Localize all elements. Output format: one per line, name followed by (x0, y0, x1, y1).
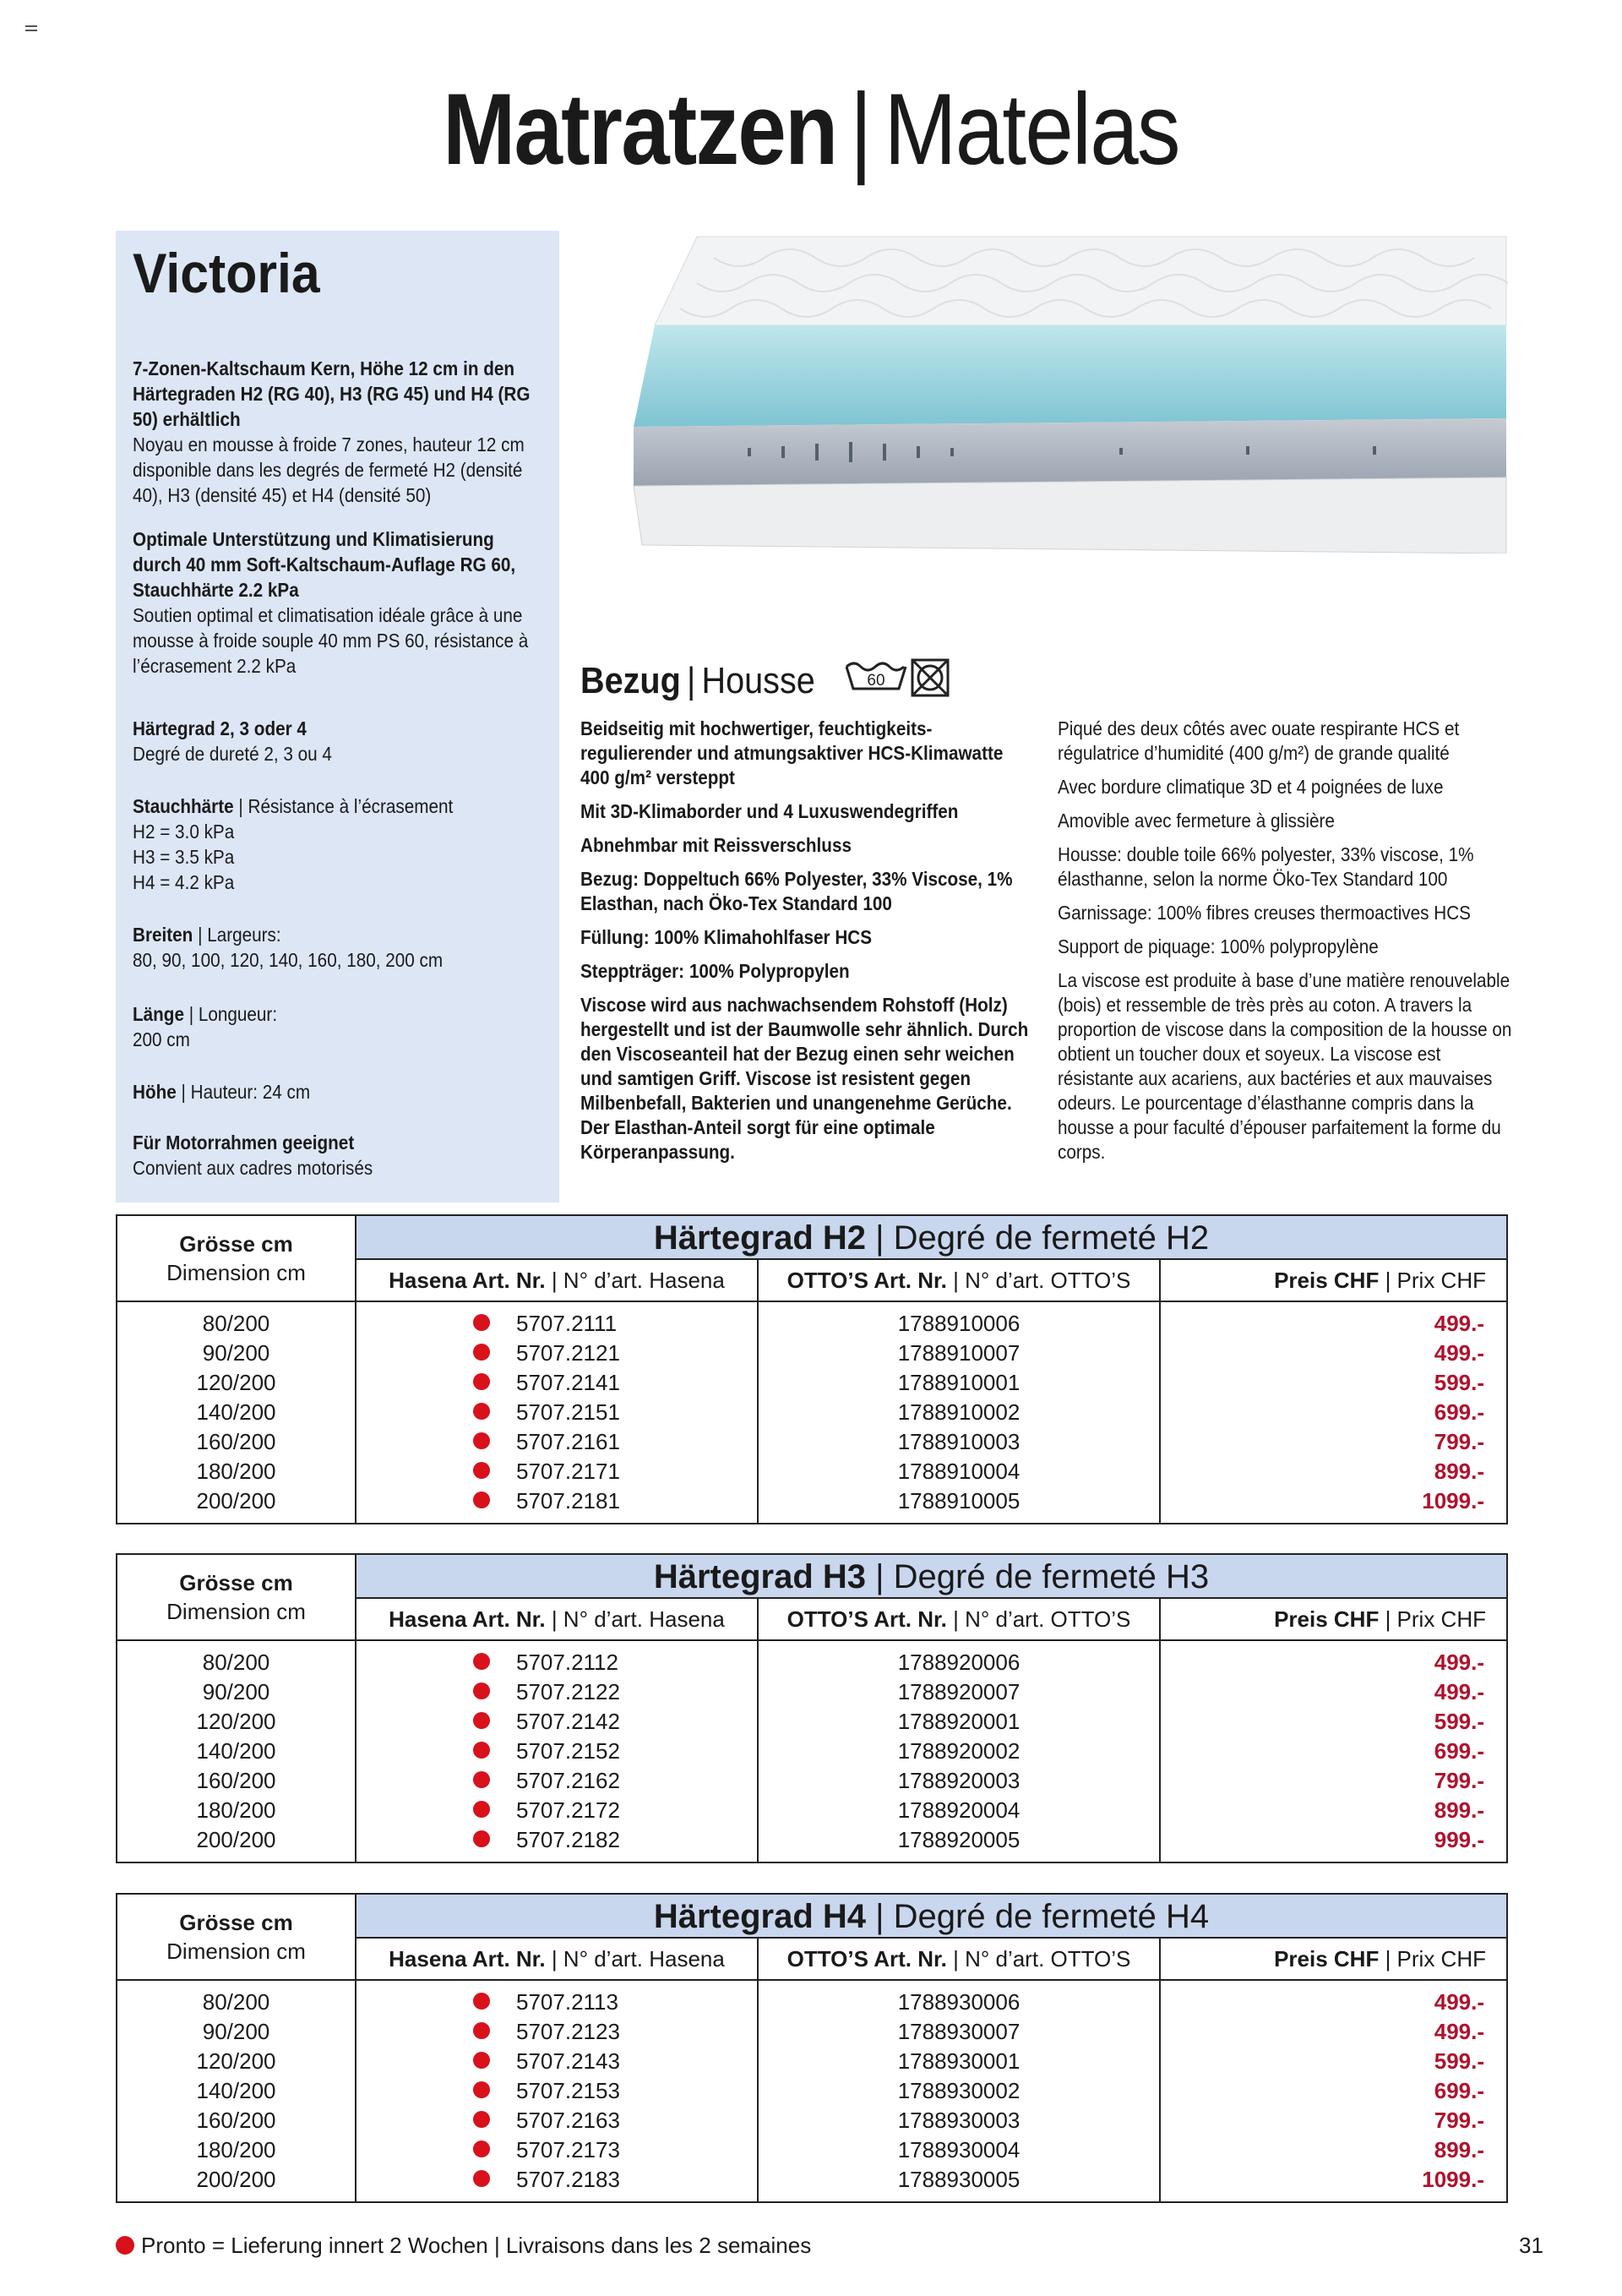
otto-cell: 1788920002 (897, 1738, 1021, 1764)
hasena-col-header: Hasena Art. Nr. | N° d’art. Hasena (357, 1260, 759, 1301)
pronto-dot-icon (473, 1682, 490, 1699)
otto-cell: 1788920001 (897, 1709, 1021, 1734)
hasena-cell: 5707.2113 (357, 1988, 757, 2017)
size-cell: 80/200 (202, 1311, 270, 1336)
price-table-h4 (116, 1893, 1508, 2203)
price-cell: 699.- (1434, 1399, 1484, 1425)
info-compression: Stauchhärte | Résistance à l’écrasement H2 = 3.0 kPa H3 = 3.5 kPa H4 = 4.2 kPa (133, 795, 454, 893)
size-cell: 180/200 (196, 1459, 276, 1484)
hasena-cell: 5707.2122 (357, 1677, 757, 1707)
pronto-dot-icon (473, 1771, 490, 1788)
price-cell: 499.- (1434, 1340, 1484, 1366)
pronto-dot-icon (473, 1314, 490, 1331)
otto-cell: 1788910002 (897, 1399, 1021, 1425)
cover-details-de: Beidseitig mit hochwertiger, feuchtigkeits-regulierender und atmungsaktiver HCS-Klimawatte 400 g/m² versteppt Mit 3D-Klimaborder und 4 Luxuswendegriffen Abnehmbar mit Reissverschluss Bezug: Doppeltuch 66% Polyester, 33% Viscose, 1% Elasthan, nach Öko-Tex Standard 100 Füllung: 100% Klimahohlfaser HCS Steppträger: 100% Polypropylen Viscose wird aus nachwachsendem Rohstoff (Holz) hergestellt und ist der Baumwolle sehr ähnlich. Durch den Viscoseanteil hat der Bezug einen sehr weichen und samtigen Griff. Viscose ist resistent gegen Milbenbefall, Bakterien und unangenehme Gerüche. Der Elasthan-Anteil sorgt für eine optimale Körperanpassung. (580, 717, 1029, 1163)
price-cell: 499.- (1434, 1650, 1484, 1675)
page-title: Matratzen | Matelas (443, 73, 1179, 186)
price-col-header: Preis CHF | Prix CHF (1274, 1606, 1486, 1632)
hasena-cell: 5707.2162 (357, 1766, 757, 1796)
price-cell: 499.- (1434, 1311, 1484, 1336)
table-body (117, 1981, 1506, 2201)
hasena-cell: 5707.2171 (357, 1457, 757, 1486)
otto-cell: 1788930001 (897, 2048, 1021, 2074)
size-cell: 120/200 (196, 1709, 276, 1734)
grade-header: Härtegrad H4 | Degré de fermeté H4 (357, 1895, 1506, 1939)
info-height: Höhe | Hauteur: 24 cm (133, 1081, 311, 1103)
product-info-panel (116, 231, 559, 1203)
hasena-cell: 5707.2142 (357, 1707, 757, 1737)
price-cell: 599.- (1434, 1709, 1484, 1734)
size-header: Grösse cm Dimension cm (117, 1216, 357, 1302)
hasena-col-header: Hasena Art. Nr. | N° d’art. Hasena (357, 1599, 759, 1639)
wash-temp: 60 (867, 672, 885, 690)
price-cell: 1099.- (1422, 1488, 1484, 1513)
otto-col-header: OTTO’S Art. Nr. | N° d’art. OTTO’S (759, 1260, 1161, 1301)
hasena-cell: 5707.2123 (357, 2017, 757, 2047)
grade-header: Härtegrad H2 | Degré de fermeté H2 (357, 1216, 1506, 1260)
page-number: 31 (1519, 2233, 1543, 2258)
size-cell: 200/200 (196, 2167, 276, 2192)
price-column (1161, 1302, 1506, 1523)
otto-col-header: OTTO’S Art. Nr. | N° d’art. OTTO’S (759, 1599, 1161, 1639)
size-cell: 200/200 (196, 1488, 276, 1513)
size-cell: 120/200 (196, 2048, 276, 2074)
size-cell: 140/200 (196, 1738, 276, 1764)
price-table-h2 (116, 1214, 1508, 1524)
pronto-dot-icon (473, 2052, 490, 2069)
size-cell: 80/200 (202, 1650, 270, 1675)
price-column (1161, 1981, 1506, 2201)
otto-cell: 1788930003 (897, 2108, 1021, 2133)
otto-cell: 1788930004 (897, 2137, 1021, 2162)
size-column (117, 1302, 357, 1523)
size-cell: 160/200 (196, 1429, 276, 1454)
otto-col-header: OTTO’S Art. Nr. | N° d’art. OTTO’S (759, 1939, 1161, 1979)
size-column (117, 1641, 357, 1862)
price-cell: 999.- (1434, 1827, 1484, 1852)
price-cell: 499.- (1434, 1989, 1484, 2015)
info-core: 7-Zonen-Kaltschaum Kern, Höhe 12 cm in den Härtegraden H2 (RG 40), H3 (RG 45) und H4 (RG 50) erhältlich Noyau en mousse à froide 7 zones, hauteur 12 cm disponible dans les degrés de fermeté H2 (densité 40), H3 (densité 45) et H4 (densité 50) (133, 357, 531, 506)
otto-cell: 1788910004 (897, 1459, 1021, 1484)
pronto-dot-icon (473, 1373, 490, 1390)
pronto-dot-icon (473, 1830, 490, 1847)
size-cell: 200/200 (196, 1827, 276, 1852)
size-column (117, 1981, 357, 2201)
size-cell: 80/200 (202, 1989, 270, 2015)
price-cell: 799.- (1434, 2108, 1484, 2133)
pronto-dot-icon (473, 1462, 490, 1479)
hasena-cell: 5707.2163 (357, 2106, 757, 2135)
hasena-cell: 5707.2151 (357, 1398, 757, 1427)
pronto-dot-icon (473, 2141, 490, 2157)
table-body (117, 1302, 1506, 1523)
table-body (117, 1641, 1506, 1862)
hasena-cell: 5707.2152 (357, 1737, 757, 1766)
column-headers (357, 1939, 1506, 1981)
hasena-cell: 5707.2181 (357, 1486, 757, 1516)
pronto-dot-icon (473, 2022, 490, 2039)
hasena-cell: 5707.2182 (357, 1825, 757, 1855)
price-cell: 599.- (1434, 2048, 1484, 2074)
pronto-dot-icon (116, 2236, 134, 2255)
otto-column (759, 1302, 1161, 1523)
cover-details-fr: Piqué des deux côtés avec ouate respirante HCS et régulatrice d’humidité (400 g/m²) de grande qualité Avec bordure climatique 3D et 4 poignées de luxe Amovible avec fermeture à glissière Housse: double toile 66% polyester, 33% viscose, 1% élasthanne, selon la norme Öko-Tex Standard 100 Garnissage: 100% fibres creuses thermoactives HCS Support de piquage: 100% polypropylène La viscose est produite à base d’une matière renouvelable (bois) et ressemble de très près au coton. A travers la proportion de viscose dans la composition de la housse on obtient un toucher doux et soyeux. La viscose est résistante aux acariens, aux bactéries et aux mauvaises odeurs. Le pourcentage d’élasthanne compris dans la housse a pour faculté d’épouser parfaitement la forme du corps. (1058, 717, 1512, 1163)
size-cell: 180/200 (196, 1797, 276, 1823)
otto-cell: 1788930006 (897, 1989, 1021, 2015)
size-header: Grösse cm Dimension cm (117, 1895, 357, 1981)
pronto-note: Pronto = Lieferung innert 2 Wochen | Livraisons dans les 2 semaines (116, 2231, 811, 2260)
size-cell: 120/200 (196, 1370, 276, 1395)
otto-cell: 1788920006 (897, 1650, 1021, 1675)
mattress-image (629, 232, 1508, 554)
model-name: Victoria (133, 242, 320, 304)
no-tumble-dry-icon (912, 660, 948, 695)
column-headers (357, 1260, 1506, 1302)
care-icons (843, 655, 953, 699)
price-cell: 899.- (1434, 1459, 1484, 1484)
otto-cell: 1788920005 (897, 1827, 1021, 1852)
size-cell: 160/200 (196, 1768, 276, 1793)
grade-header: Härtegrad H3 | Degré de fermeté H3 (357, 1555, 1506, 1599)
size-cell: 140/200 (196, 1399, 276, 1425)
size-cell: 90/200 (202, 1340, 270, 1366)
otto-cell: 1788910007 (897, 1340, 1021, 1366)
hasena-cell: 5707.2153 (357, 2076, 757, 2106)
pronto-dot-icon (473, 1801, 490, 1818)
otto-cell: 1788930007 (897, 2019, 1021, 2044)
hasena-cell: 5707.2111 (357, 1309, 757, 1339)
info-motor: Für Motorrahmen geeignet Convient aux cadres motorisés (133, 1132, 373, 1179)
size-cell: 140/200 (196, 2078, 276, 2103)
price-table-h3 (116, 1553, 1508, 1863)
price-cell: 1099.- (1422, 2167, 1484, 2192)
pronto-dot-icon (473, 1403, 490, 1420)
price-cell: 899.- (1434, 2137, 1484, 2162)
pronto-dot-icon (473, 1492, 490, 1508)
otto-cell: 1788910005 (897, 1488, 1021, 1513)
price-col-header: Preis CHF | Prix CHF (1274, 1268, 1486, 1293)
pronto-dot-icon (473, 1344, 490, 1361)
price-col-header: Preis CHF | Prix CHF (1274, 1946, 1486, 1972)
otto-cell: 1788920003 (897, 1768, 1021, 1793)
otto-cell: 1788930005 (897, 2167, 1021, 2192)
price-cell: 499.- (1434, 1679, 1484, 1704)
pronto-dot-icon (473, 2081, 490, 2098)
hasena-column (357, 1641, 759, 1862)
otto-cell: 1788910003 (897, 1429, 1021, 1454)
hasena-cell: 5707.2143 (357, 2047, 757, 2076)
size-cell: 180/200 (196, 2137, 276, 2162)
info-topper: Optimale Unterstützung und Klimatisierung durch 40 mm Soft-Kaltschaum-Auflage RG 60, Stauchhärte 2.2 kPa Soutien optimal et climatisation idéale grâce à une mousse à froide souple 40 mm PS 60, résistance à l’écrasement 2.2 kPa (133, 528, 529, 677)
otto-cell: 1788930002 (897, 2078, 1021, 2103)
size-cell: 90/200 (202, 1679, 270, 1704)
hasena-cell: 5707.2112 (357, 1648, 757, 1677)
pronto-dot-icon (473, 1712, 490, 1729)
otto-column (759, 1981, 1161, 2201)
hasena-cell: 5707.2183 (357, 2165, 757, 2195)
hasena-cell: 5707.2172 (357, 1796, 757, 1825)
wash-60-icon (846, 663, 906, 690)
price-cell: 799.- (1434, 1768, 1484, 1793)
pronto-dot-icon (473, 2111, 490, 2128)
info-length: Länge | Longueur: 200 cm (133, 1003, 278, 1050)
hasena-column (357, 1981, 759, 2201)
otto-cell: 1788910006 (897, 1311, 1021, 1336)
otto-column (759, 1641, 1161, 1862)
size-header: Grösse cm Dimension cm (117, 1555, 357, 1641)
pronto-dot-icon (473, 1432, 490, 1449)
price-cell: 499.- (1434, 2019, 1484, 2044)
price-cell: 699.- (1434, 2078, 1484, 2103)
otto-cell: 1788920004 (897, 1797, 1021, 1823)
hasena-col-header: Hasena Art. Nr. | N° d’art. Hasena (357, 1939, 759, 1979)
pronto-dot-icon (473, 1742, 490, 1759)
price-column (1161, 1641, 1506, 1862)
pronto-dot-icon (473, 1653, 490, 1670)
hasena-cell: 5707.2141 (357, 1368, 757, 1398)
hasena-cell: 5707.2121 (357, 1339, 757, 1368)
hasena-cell: 5707.2173 (357, 2135, 757, 2165)
pronto-dot-icon (473, 2170, 490, 2187)
hasena-cell: 5707.2161 (357, 1427, 757, 1457)
price-cell: 699.- (1434, 1738, 1484, 1764)
hasena-column (357, 1302, 759, 1523)
info-widths: Breiten | Largeurs: 80, 90, 100, 120, 140, 160, 180, 200 cm (133, 924, 444, 971)
menu-icon[interactable] (25, 25, 37, 34)
size-cell: 90/200 (202, 2019, 270, 2044)
price-cell: 899.- (1434, 1797, 1484, 1823)
info-firmness: Härtegrad 2, 3 oder 4 Degré de dureté 2, 3 ou 4 (133, 717, 332, 765)
column-headers (357, 1599, 1506, 1641)
cover-title: Bezug | Housse (580, 660, 815, 701)
size-cell: 160/200 (196, 2108, 276, 2133)
pronto-dot-icon (473, 1993, 490, 2010)
otto-cell: 1788910001 (897, 1370, 1021, 1395)
price-cell: 599.- (1434, 1370, 1484, 1395)
price-cell: 799.- (1434, 1429, 1484, 1454)
otto-cell: 1788920007 (897, 1679, 1021, 1704)
